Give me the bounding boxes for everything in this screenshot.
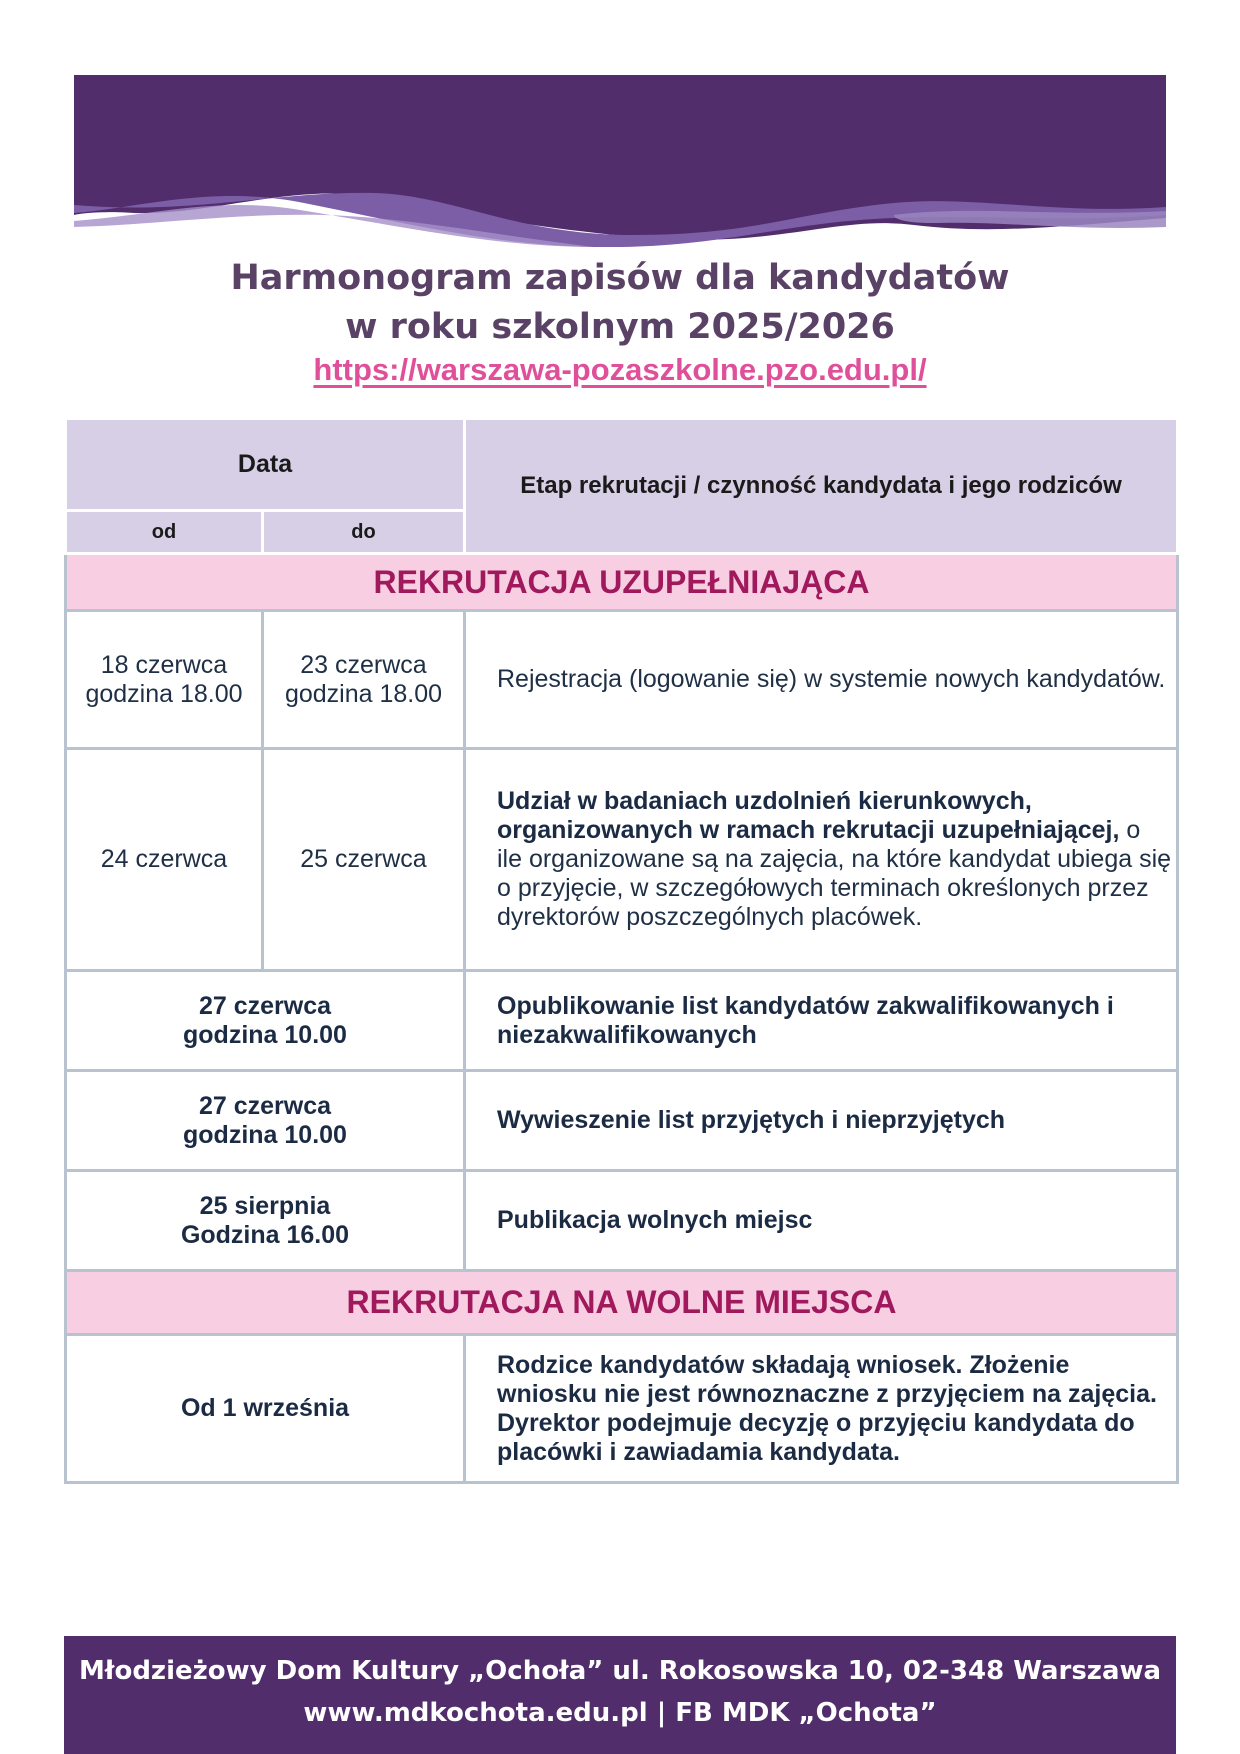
date-do-line1: 23 czerwca bbox=[300, 650, 427, 679]
header-od: od bbox=[66, 511, 263, 554]
date-line1: 27 czerwca bbox=[198, 991, 332, 1020]
date-do-line2: godzina 18.00 bbox=[284, 679, 443, 708]
header-etap: Etap rekrutacji / czynność kandydata i jego rodziców bbox=[465, 419, 1178, 554]
stage-description: Opublikowanie list kandydatów zakwalifikowanych i niezakwalifikowanych bbox=[465, 971, 1178, 1071]
table-row bbox=[66, 971, 1178, 1071]
table-row bbox=[66, 1071, 1178, 1171]
date-do bbox=[263, 611, 465, 749]
date-line2: godzina 10.00 bbox=[183, 1120, 347, 1149]
header-do: do bbox=[263, 511, 465, 554]
header-data: Data bbox=[66, 419, 465, 511]
title-line-2: w roku szkolnym 2025/2026 bbox=[345, 307, 895, 347]
stage-description: Publikacja wolnych miejsc bbox=[465, 1171, 1178, 1271]
date-do: 25 czerwca bbox=[263, 749, 465, 971]
footer-address: Młodzieżowy Dom Kultury „Ochoła” ul. Rokosowska 10, 02-348 Warszawa bbox=[78, 1656, 1162, 1686]
footer-links[interactable]: www.mdkochota.edu.pl | FB MDK „Ochota” bbox=[303, 1698, 937, 1728]
page-title bbox=[0, 254, 1240, 352]
section-title-wolne-miejsca: REKRUTACJA NA WOLNE MIEJSCA bbox=[66, 1271, 1178, 1335]
date-cell bbox=[66, 1071, 465, 1171]
stage-description: Wywieszenie list przyjętych i nieprzyjętych bbox=[465, 1071, 1178, 1171]
table-row bbox=[66, 611, 1178, 749]
date-od-line2: godzina 18.00 bbox=[85, 679, 243, 708]
recruitment-link[interactable]: https://warszawa-pozaszkolne.pzo.edu.pl/ bbox=[313, 352, 927, 387]
stage-description bbox=[465, 749, 1178, 971]
date-od-line1: 18 czerwca bbox=[100, 650, 228, 679]
stage-description: Rejestracja (logowanie się) w systemie nowych kandydatów. bbox=[465, 611, 1178, 749]
date-cell bbox=[66, 971, 465, 1071]
stage-description-bold: Udział w badaniach uzdolnień kierunkowych, organizowanych w ramach rekrutacji uzupełniającej, bbox=[497, 787, 1120, 844]
date-line1: 27 czerwca bbox=[198, 1091, 332, 1120]
date-od: 24 czerwca bbox=[66, 749, 263, 971]
footer bbox=[64, 1636, 1176, 1754]
date-line2: Godzina 16.00 bbox=[180, 1220, 350, 1249]
section-title-uzupelniajaca: REKRUTACJA UZUPEŁNIAJĄCA bbox=[66, 554, 1178, 611]
table-row bbox=[66, 1171, 1178, 1271]
header-banner bbox=[74, 75, 1166, 247]
date-cell: Od 1 września bbox=[66, 1335, 465, 1483]
date-od bbox=[66, 611, 263, 749]
section-row bbox=[66, 554, 1178, 611]
table-header-row bbox=[66, 419, 1178, 511]
section-row bbox=[66, 1271, 1178, 1335]
date-cell bbox=[66, 1171, 465, 1271]
table-row bbox=[66, 749, 1178, 971]
date-line1: 25 sierpnia bbox=[199, 1191, 331, 1220]
wave-graphic bbox=[74, 75, 1166, 247]
stage-description-rest: o ile organizowane są na zajęcia, na które kandydat ubiega się o przyjęcie, w szczegółowych terminach określonych przez dyrektorów poszczególnych placówek. bbox=[497, 816, 1172, 931]
stage-description: Rodzice kandydatów składają wniosek. Złożenie wniosku nie jest równoznaczne z przyjęciem na zajęcia. Dyrektor podejmuje decyzję o przyjęciu kandydata do placówki i zawiadamia kandydata. bbox=[465, 1335, 1178, 1483]
date-line2: godzina 10.00 bbox=[183, 1020, 347, 1049]
table-row bbox=[66, 1335, 1178, 1483]
title-line-1: Harmonogram zapisów dla kandydatów bbox=[230, 258, 1010, 298]
schedule-table bbox=[64, 417, 1179, 1484]
